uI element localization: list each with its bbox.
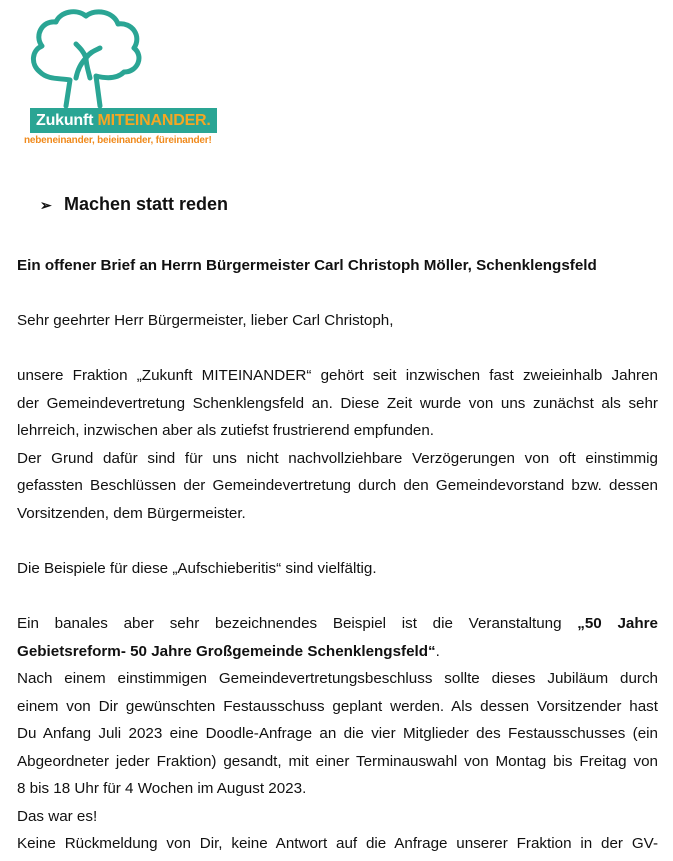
paragraph-line: Der Grund dafür sind für uns nicht nachvollziehbare Verzögerungen von oft einstimmig bbox=[17, 449, 658, 467]
logo-name-part1: Zukunft bbox=[36, 112, 94, 129]
paragraph-line-text: . bbox=[435, 642, 440, 660]
paragraph-line: Abgeordneter jeder Fraktion) gesandt, mit einer Terminauswahl von Montag bis Freitag von bbox=[17, 752, 658, 770]
paragraph-line-text: Ein banales aber sehr bezeichnendes Beispiel ist die Veranstaltung bbox=[17, 615, 562, 632]
salutation-text: Sehr geehrter Herr Bürgermeister, lieber Carl Christoph, bbox=[17, 312, 394, 329]
salutation bbox=[17, 307, 658, 335]
section-heading bbox=[40, 194, 228, 215]
logo-tagline: nebeneinander, beieinander, füreinander! bbox=[24, 135, 212, 146]
logo-name-part2: MITEINANDER. bbox=[97, 112, 211, 129]
letter-title-text: Ein offener Brief an Herrn Bürgermeister Carl Christoph Möller, Schenklengsfeld bbox=[17, 257, 597, 274]
paragraph-line: Nach einem einstimmigen Gemeindevertretungsbeschluss sollte dieses Jubiläum durch bbox=[17, 670, 658, 687]
party-logo bbox=[22, 8, 222, 148]
paragraph-4 bbox=[17, 610, 658, 858]
paragraph-line: lehrreich, inzwischen aber als zutiefst frustrierend empfunden. bbox=[17, 422, 435, 439]
paragraph-line: gefassten Beschlüssen der Gemeindevertretung durch den Gemeindevorstand bzw. dessen bbox=[17, 477, 658, 494]
event-name-bold: Gebietsreform- 50 Jahre Großgemeinde Schenklengsfeld“ bbox=[17, 642, 436, 660]
paragraph-line: Du Anfang Juli 2023 eine Doodle-Anfrage an die vier Mitglieder des Festausschusses (ein bbox=[17, 725, 658, 742]
paragraph-line bbox=[17, 638, 658, 666]
paragraph-line: der Gemeindevertretung Schenklengsfeld an. Diese Zeit wurde von uns zunächst als sehr bbox=[17, 394, 658, 412]
paragraph-line: Das war es! bbox=[17, 807, 98, 825]
tree-icon bbox=[26, 8, 146, 108]
section-heading-text: Machen statt reden bbox=[64, 194, 229, 214]
paragraph-line: Vorsitzenden, dem Bürgermeister. bbox=[17, 504, 246, 522]
paragraph-line: unsere Fraktion „Zukunft MITEINANDER“ gehört seit inzwischen fast zweieinhalb Jahren bbox=[17, 367, 658, 384]
paragraph-line: Keine Rückmeldung von Dir, keine Antwort auf die Anfrage unserer Fraktion in der GV- bbox=[17, 835, 658, 852]
paragraph-line: 8 bis 18 Uhr für 4 Wochen im August 2023. bbox=[17, 780, 307, 797]
paragraph-line: Die Beispiele für diese „Aufschieberitis“ sind vielfältig. bbox=[17, 560, 377, 577]
paragraph-3 bbox=[17, 555, 658, 583]
paragraph-line: einem von Dir gewünschten Festausschuss geplant werden. Als dessen Vorsitzender hast bbox=[17, 697, 658, 715]
event-name-bold: „50 Jahre bbox=[577, 615, 658, 632]
letter-title bbox=[17, 252, 658, 280]
arrow-bullet-icon: ➢ bbox=[40, 197, 52, 213]
logo-wordmark bbox=[30, 108, 217, 133]
paragraph-line bbox=[17, 610, 658, 638]
paragraph-1 bbox=[17, 362, 658, 527]
